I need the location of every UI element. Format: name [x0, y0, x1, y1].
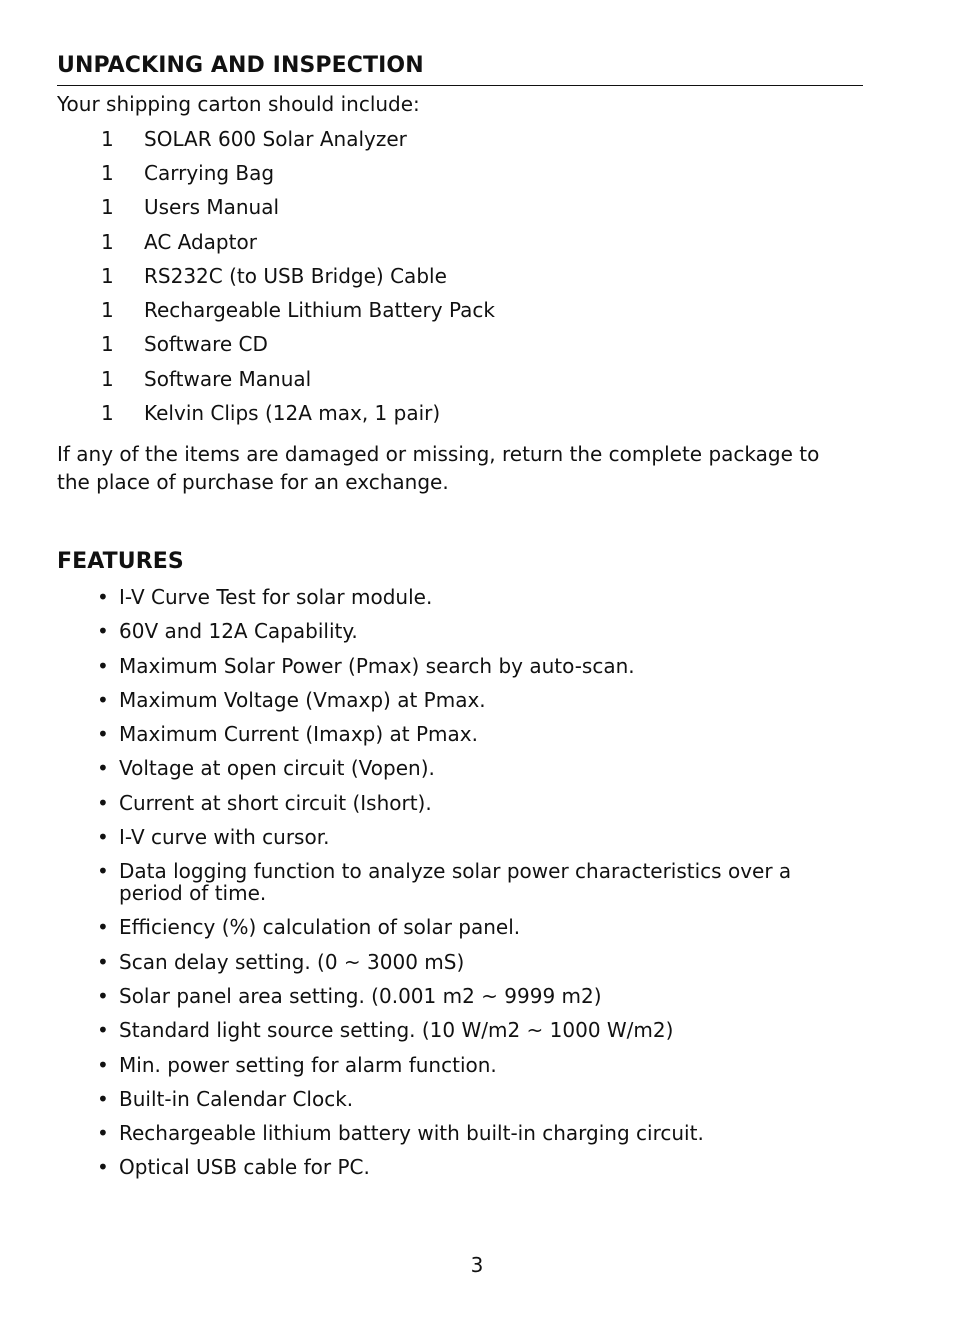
feature-text: Voltage at open circuit (Vopen).: [119, 756, 435, 780]
bullet: •: [97, 825, 109, 849]
unpacking-heading: UNPACKING AND INSPECTION: [57, 53, 424, 78]
bullet: •: [97, 722, 109, 746]
item-name: Software CD: [144, 332, 268, 356]
item-qty: 1: [101, 367, 114, 391]
item-qty: 1: [101, 298, 114, 322]
item-qty: 1: [101, 230, 114, 254]
feature-text: Current at short circuit (Ishort).: [119, 791, 432, 815]
bullet: •: [97, 950, 109, 974]
bullet: •: [97, 756, 109, 780]
feature-text: I-V curve with cursor.: [119, 825, 330, 849]
item-name: AC Adaptor: [144, 230, 257, 254]
heading-rule: [57, 85, 863, 86]
feature-text: 60V and 12A Capability.: [119, 619, 358, 643]
feature-text: Efficiency (%) calculation of solar panel.: [119, 915, 521, 939]
feature-text: Scan delay setting. (0 ~ 3000 mS): [119, 950, 465, 974]
bullet: •: [97, 688, 109, 712]
bullet: •: [97, 1155, 109, 1179]
feature-text: Solar panel area setting. (0.001 m2 ~ 9999 m2): [119, 984, 602, 1008]
shipping-intro: Your shipping carton should include:: [57, 92, 420, 116]
feature-text: Built-in Calendar Clock.: [119, 1087, 354, 1111]
item-qty: 1: [101, 195, 114, 219]
bullet: •: [97, 654, 109, 678]
item-name: Kelvin Clips (12A max, 1 pair): [144, 401, 441, 425]
item-name: RS232C (to USB Bridge) Cable: [144, 264, 447, 288]
feature-text: Maximum Current (Imaxp) at Pmax.: [119, 722, 478, 746]
item-name: SOLAR 600 Solar Analyzer: [144, 127, 407, 151]
bullet: •: [97, 1087, 109, 1111]
feature-text: Data logging function to analyze solar power characteristics over a period of time.: [119, 859, 792, 905]
bullet: •: [97, 1018, 109, 1042]
bullet: •: [97, 1121, 109, 1145]
bullet: •: [97, 915, 109, 939]
item-qty: 1: [101, 127, 114, 151]
item-qty: 1: [101, 401, 114, 425]
item-name: Software Manual: [144, 367, 312, 391]
item-qty: 1: [101, 332, 114, 356]
feature-text: Rechargeable lithium battery with built-in charging circuit.: [119, 1121, 704, 1145]
item-qty: 1: [101, 264, 114, 288]
feature-text: Optical USB cable for PC.: [119, 1155, 370, 1179]
bullet: •: [97, 585, 109, 609]
bullet: •: [97, 984, 109, 1008]
feature-text: Min. power setting for alarm function.: [119, 1053, 497, 1077]
feature-text: I-V Curve Test for solar module.: [119, 585, 433, 609]
feature-text: Standard light source setting. (10 W/m2 ~ 1000 W/m2): [119, 1018, 674, 1042]
item-name: Users Manual: [144, 195, 280, 219]
damage-return-note: If any of the items are damaged or missing, return the complete package to the place of purchase for an exchange.: [57, 442, 820, 494]
bullet: •: [97, 859, 109, 883]
bullet: •: [97, 619, 109, 643]
item-name: Carrying Bag: [144, 161, 275, 185]
feature-text: Maximum Solar Power (Pmax) search by auto-scan.: [119, 654, 635, 678]
item-qty: 1: [101, 161, 114, 185]
bullet: •: [97, 791, 109, 815]
bullet: •: [97, 1053, 109, 1077]
feature-text: Maximum Voltage (Vmaxp) at Pmax.: [119, 688, 486, 712]
item-name: Rechargeable Lithium Battery Pack: [144, 298, 495, 322]
features-heading: FEATURES: [57, 549, 184, 574]
page-number: 3: [470, 1253, 484, 1277]
